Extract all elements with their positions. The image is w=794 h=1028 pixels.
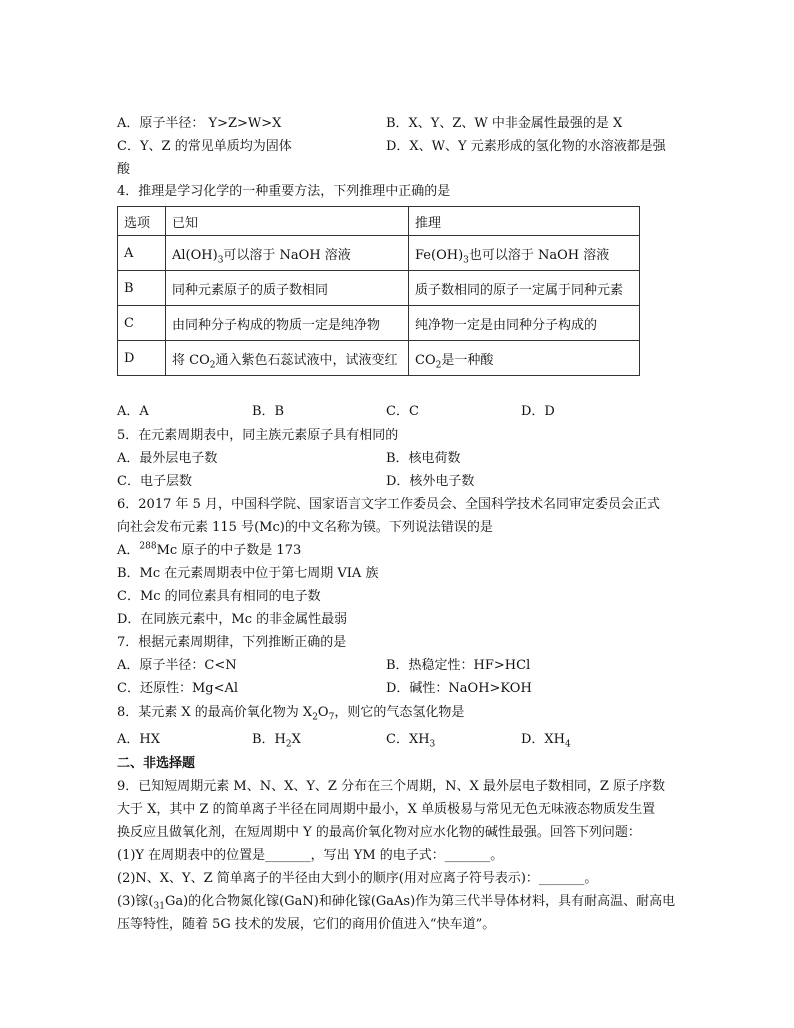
table-cell-option: B [118,271,166,306]
table-cell-inference: $Fe(OH)_3$也可以溶于 NaOH 溶液 [409,236,640,271]
q9-line2: 大于 X，其中 Z 的简单离子半径在同周期中最小，X 单质极易与常见无色无味液态物质发生置 [117,802,656,817]
q5-stem: 5．在元素周期表中，同主族元素原子具有相同的 [117,428,399,443]
table-cell-inference: $CO_2$是一种酸 [409,341,640,376]
q4-option-c: C．C [386,404,419,419]
table-header-inference: 推理 [409,207,640,236]
q8-option-c: C．$XH_3$ [386,732,436,750]
q9-part2: (2)N、X、Y、Z 简单离子的半径由大到小的顺序(用对应离子符号表示)：_______。 [117,871,598,886]
table-cell-inference: 质子数相同的原子一定属于同种元素 [409,271,640,306]
q7-option-b: B．热稳定性：HF>HCl [386,658,531,673]
q9-part3-line2: 压等特性，随着 5G 技术的发展，它们的商用价值进入“快车道”。 [117,917,496,932]
q7-stem: 7．根据元素周期律，下列推断正确的是 [117,635,347,650]
q6-option-d: D．在同族元素中，Mc 的非金属性最弱 [117,612,348,627]
q3-option-c: C．Y、Z 的常见单质均为固体 [117,139,292,154]
table-header-row [118,207,640,236]
table-row [118,306,640,341]
q8-stem: 8．某元素 X 的最高价氧化物为 $X_2O_7$，则它的气态氢化物是 [117,705,465,723]
table-row [118,236,640,271]
q6-option-c: C．Mc 的同位素具有相同的电子数 [117,589,321,604]
q9-line1: 9．已知短周期元素 M、N、X、Y、Z 分布在三个周期，N、X 最外层电子数相同，Z 原子序数 [117,779,666,794]
q4-option-a: A．A [117,404,149,419]
q9-part1: (1)Y 在周期表中的位置是_______，写出 YM 的电子式：_______。 [117,848,504,863]
q5-option-b: B．核电荷数 [386,451,461,466]
q5-option-d: D．核外电子数 [386,474,475,489]
q4-stem: 4．推理是学习化学的一种重要方法，下列推理中正确的是 [117,184,451,199]
q4-option-b: B．B [252,404,285,419]
q6-option-a: A．$^{288}$Mc 原子的中子数是 173 [117,541,302,558]
table-cell-known: 由同种分子构成的物质一定是纯净物 [166,306,409,341]
q9-part3-line1: (3)镓$(_{31}Ga)$的化合物氮化镓(GaN)和砷化镓(GaAs)作为第三代半导体材料，具有耐高温、耐高电 [117,894,676,912]
q4-option-d: D．D [521,404,555,419]
q7-option-a: A．原子半径：C<N [117,658,237,673]
q7-option-c: C．还原性：Mg<Al [117,681,239,696]
table-header-known: 已知 [166,207,409,236]
q4-table [117,206,640,376]
q5-option-c: C．电子层数 [117,474,192,489]
q6-stem-line1: 6．2017 年 5 月，中国科学院、国家语言文字工作委员会、全国科学技术名同审定委员会正式 [117,497,661,512]
table-header-option: 选项 [118,207,166,236]
table-cell-option: D [118,341,166,376]
table-row [118,341,640,376]
q6-stem-line2: 向社会发布元素 115 号(Mc)的中文名称为镆。下列说法错误的是 [117,520,493,535]
q7-option-d: D．碱性：NaOH>KOH [386,681,532,696]
table-cell-option: A [118,236,166,271]
q3-option-b: B．X、Y、Z、W 中非金属性最强的是 X [386,116,623,131]
q9-line3: 换反应且做氧化剂，在短周期中 Y 的最高价氧化物对应水化物的碱性最强。回答下列问题： [117,825,641,840]
table-cell-known: 将 $CO_2$通入紫色石蕊试液中，试液变红 [166,341,409,376]
table-cell-inference: 纯净物一定是由同种分子构成的 [409,306,640,341]
q3-option-d-continued: 酸 [117,162,131,177]
table-cell-known: $Al(OH)_3$可以溶于 NaOH 溶液 [166,236,409,271]
q8-option-d: D．$XH_4$ [521,732,571,750]
q6-option-b: B．Mc 在元素周期表中位于第七周期 VIA 族 [117,566,379,581]
q3-option-d: D．X、W、Y 元素形成的氢化物的水溶液都是强 [386,139,666,154]
table-cell-option: C [118,306,166,341]
q8-option-b: B．$H_2X$ [252,732,301,750]
table-cell-known: 同种元素原子的质子数相同 [166,271,409,306]
q8-option-a: A．HX [117,732,160,747]
q5-option-a: A．最外层电子数 [117,451,218,466]
section-heading: 二、非选择题 [117,756,196,771]
q3-option-a: A．原子半径： Y>Z>W>X [117,116,282,131]
table-row [118,271,640,306]
